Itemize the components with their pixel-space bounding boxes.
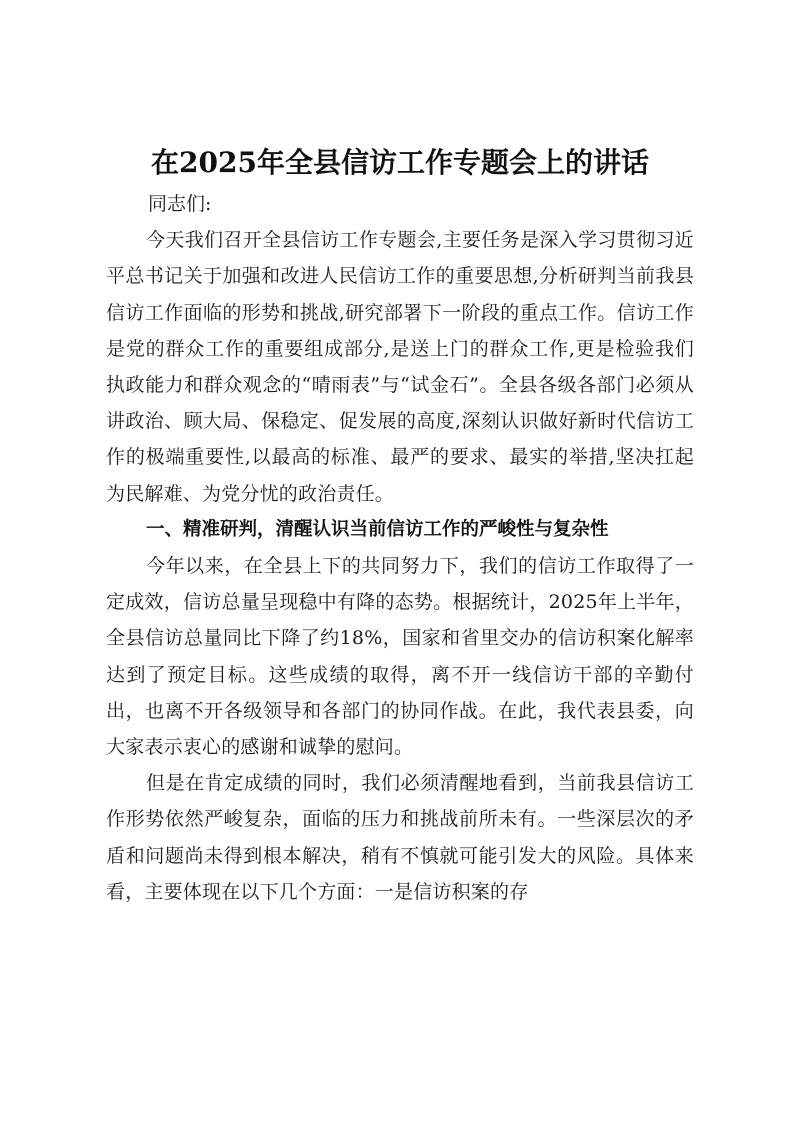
- section-heading: 一、精准研判，清醒认识当前信访工作的严峻性与复杂性: [146, 518, 609, 540]
- page-title: 在2025年全县信访工作专题会上的讲话: [151, 146, 649, 179]
- section-paragraph: 今年以来，在全县上下的共同努力下，我们的信访工作取得了一定成效，信访总量呈现稳中有降的态势。根据统计，2025年上半年，全县信访总量同比下降了约18%，国家和省里交办的信访积案化解率达到了预定目标。这些成绩的取得，离不开一线信访干部的辛勤付出，也离不开各级领导和各部门的协同作战。在此，我代表县委，向大家表示衷心的感谢和诚挚的慰问。: [106, 555, 694, 759]
- intro-paragraph: 今天我们召开全县信访工作专题会,主要任务是深入学习贯彻习近平总书记关于加强和改进人民信访工作的重要思想,分析研判当前我县信访工作面临的形势和挑战,研究部署下一阶段的重点工作。信访工作是党的群众工作的重要组成部分,是送上门的群众工作,更是检验我们执政能力和群众观念的“晴雨表”与“试金石”。全县各级各部门必须从讲政治、顾大局、保稳定、促发展的高度,深刻认识做好新时代信访工作的极端重要性,以最高的标准、最严的要求、最实的举措,坚决扛起为民解难、为党分忧的政治责任。: [106, 229, 694, 505]
- section-paragraph: 但是在肯定成绩的同时，我们必须清醒地看到，当前我县信访工作形势依然严峻复杂，面临的压力和挑战前所未有。一些深层次的矛盾和问题尚未得到根本解决，稍有不慎就可能引发大的风险。具体来看，主要体现在以下几个方面：一是信访积案的存: [106, 772, 694, 903]
- document-body: [106, 140, 694, 910]
- salutation: 同志们:: [148, 193, 212, 215]
